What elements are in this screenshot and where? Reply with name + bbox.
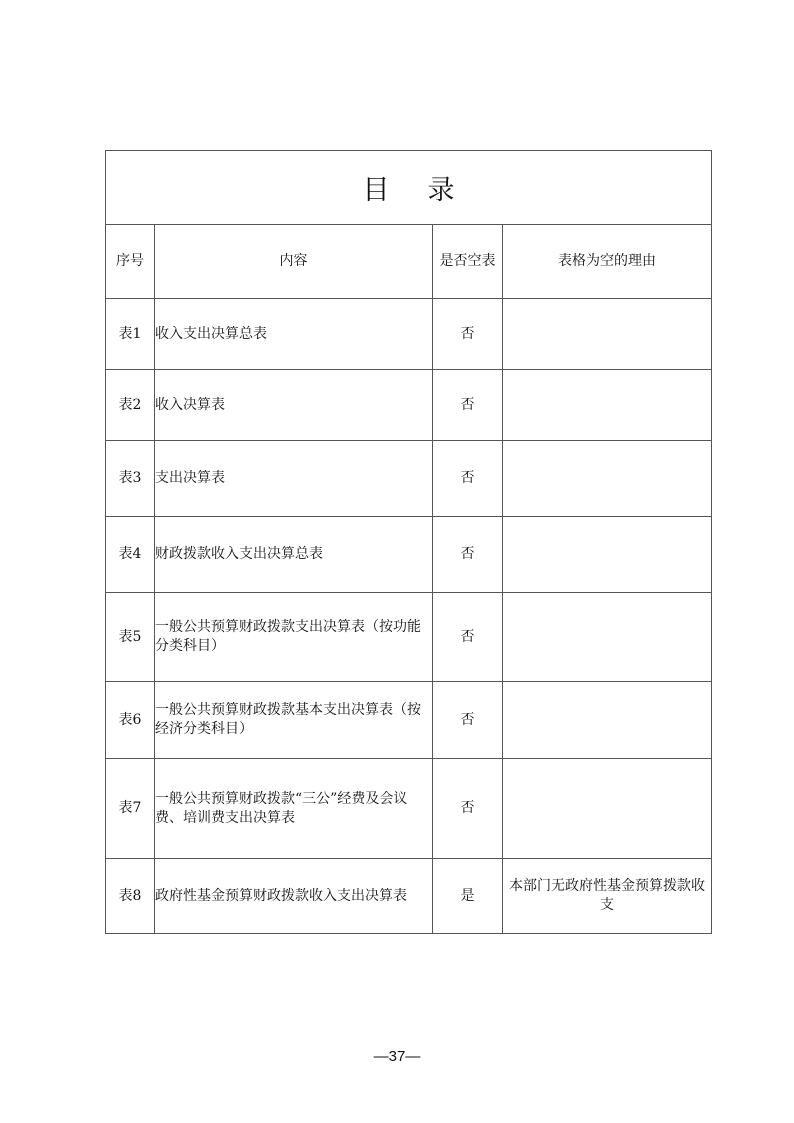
- header-reason: 表格为空的理由: [503, 225, 712, 299]
- table-row: [106, 299, 712, 370]
- table-row: [106, 441, 712, 517]
- table-row: [106, 682, 712, 759]
- row-is-empty: 否: [433, 682, 503, 759]
- row-no: 表8: [106, 859, 155, 934]
- row-is-empty: 否: [433, 759, 503, 859]
- toc-table: [105, 150, 712, 934]
- row-reason: [503, 441, 712, 517]
- row-no: 表3: [106, 441, 155, 517]
- row-is-empty: 否: [433, 593, 503, 682]
- row-reason: [503, 370, 712, 441]
- row-no: 表7: [106, 759, 155, 859]
- page-number: —37—: [373, 1048, 421, 1065]
- row-content: 支出决算表: [155, 441, 433, 517]
- row-content: 一般公共预算财政拨款支出决算表（按功能分类科目）: [155, 593, 433, 682]
- table-row: [106, 593, 712, 682]
- row-reason: [503, 299, 712, 370]
- row-no: 表1: [106, 299, 155, 370]
- toc-title: 目录: [106, 151, 712, 225]
- table-row: [106, 370, 712, 441]
- row-content: 一般公共预算财政拨款“三公”经费及会议费、培训费支出决算表: [155, 759, 433, 859]
- row-content: 一般公共预算财政拨款基本支出决算表（按经济分类科目）: [155, 682, 433, 759]
- row-is-empty: 否: [433, 299, 503, 370]
- row-reason: [503, 593, 712, 682]
- row-content: 政府性基金预算财政拨款收入支出决算表: [155, 859, 433, 934]
- table-row: [106, 517, 712, 593]
- row-reason: [503, 682, 712, 759]
- row-no: 表4: [106, 517, 155, 593]
- table-row: [106, 759, 712, 859]
- row-no: 表5: [106, 593, 155, 682]
- table-row: [106, 859, 712, 934]
- row-is-empty: 否: [433, 517, 503, 593]
- header-is-empty: 是否空表: [433, 225, 503, 299]
- row-content: 收入决算表: [155, 370, 433, 441]
- row-no: 表6: [106, 682, 155, 759]
- row-is-empty: 否: [433, 441, 503, 517]
- row-reason: [503, 759, 712, 859]
- row-reason: 本部门无政府性基金预算拨款收支: [503, 859, 712, 934]
- header-row: [106, 225, 712, 299]
- row-is-empty: 是: [433, 859, 503, 934]
- row-content: 收入支出决算总表: [155, 299, 433, 370]
- row-is-empty: 否: [433, 370, 503, 441]
- header-content: 内容: [155, 225, 433, 299]
- header-no: 序号: [106, 225, 155, 299]
- row-reason: [503, 517, 712, 593]
- row-content: 财政拨款收入支出决算总表: [155, 517, 433, 593]
- row-no: 表2: [106, 370, 155, 441]
